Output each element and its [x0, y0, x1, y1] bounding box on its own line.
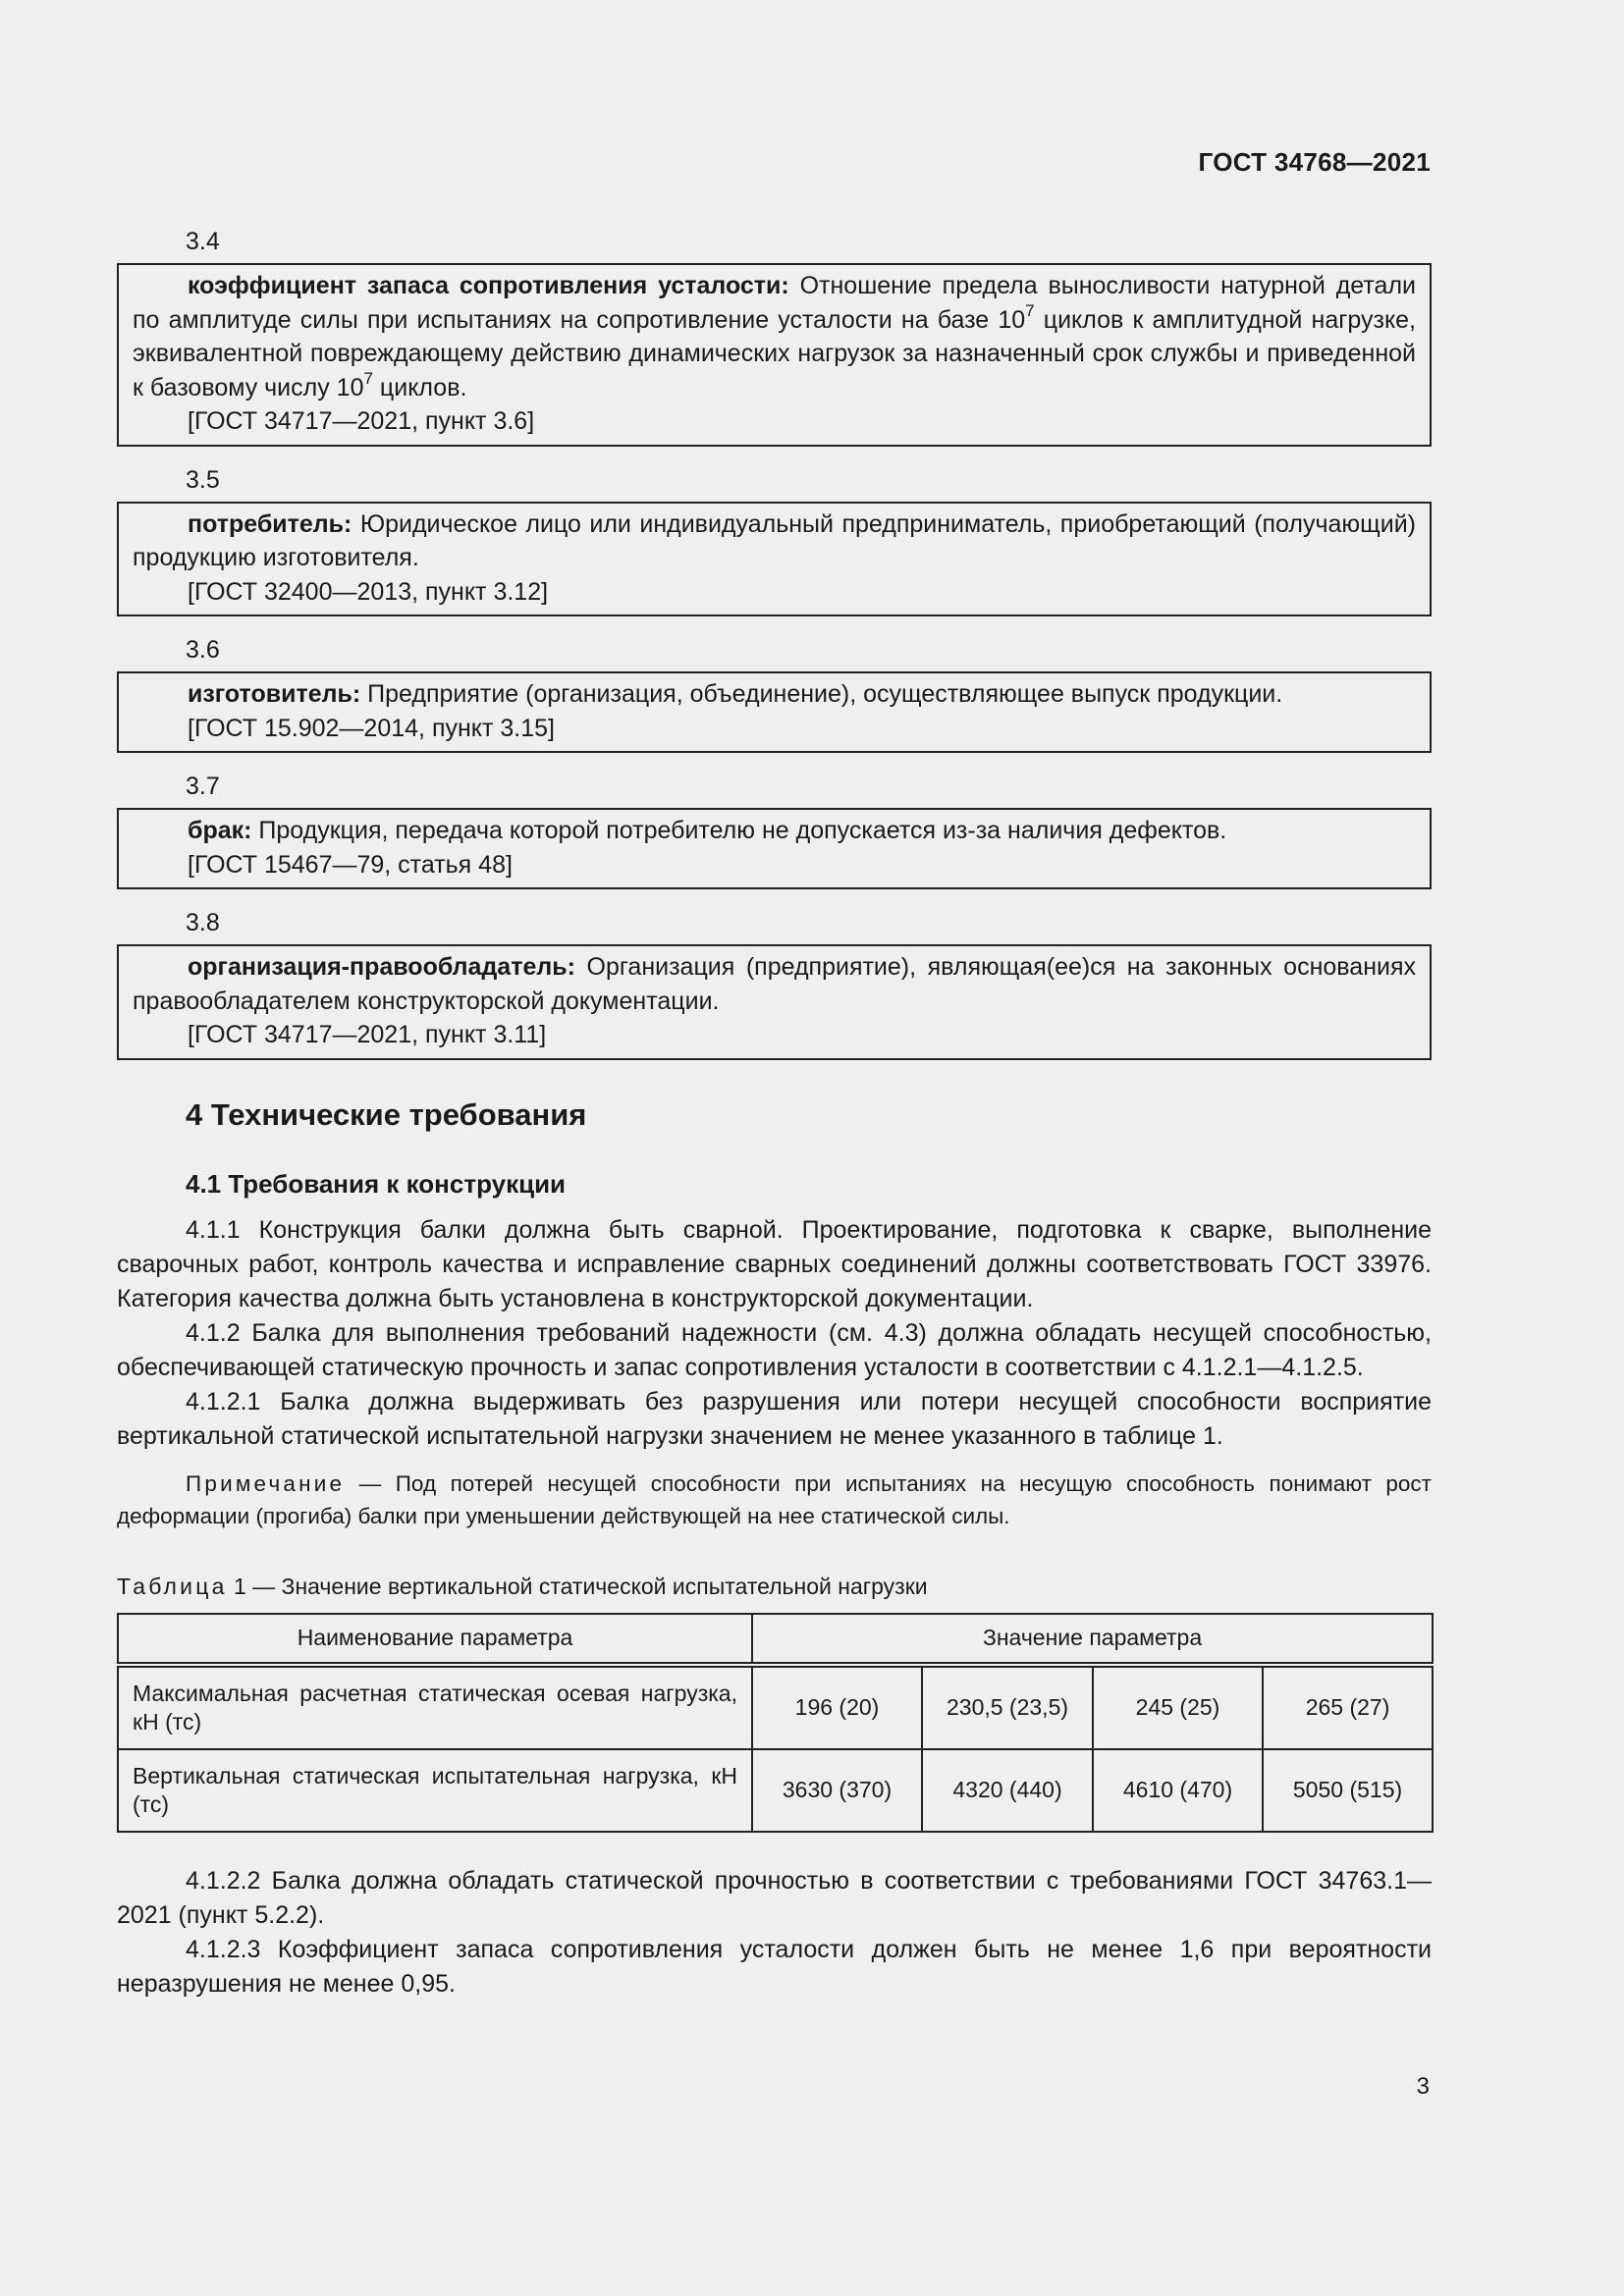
term-text: Предприятие (организация, объединение), осуществляющее выпуск продукции.	[367, 680, 1283, 708]
table-cell-value: 196 (20)	[752, 1665, 922, 1749]
term-definition	[133, 950, 1416, 1018]
table-cell-value: 5050 (515)	[1263, 1749, 1433, 1832]
superscript: 7	[363, 369, 373, 389]
page-number: 3	[1416, 2073, 1430, 2100]
term-number: 3.4	[186, 228, 220, 255]
superscript: 7	[1025, 301, 1035, 321]
term-source: [ГОСТ 15.902—2014, пункт 3.15]	[188, 714, 555, 742]
term-text: Юридическое лицо или индивидуальный предприниматель, приобретающий (получающий) продукцию изготовителя.	[133, 509, 1416, 571]
term-source: [ГОСТ 34717—2021, пункт 3.11]	[188, 1021, 547, 1048]
table-cell-value: 4610 (470)	[1093, 1749, 1263, 1832]
table-caption-text: 1 — Значение вертикальной статической испытательной нагрузки	[227, 1573, 928, 1599]
load-table	[117, 1613, 1434, 1833]
column-header-param: Наименование параметра	[118, 1614, 752, 1665]
subsection-heading: 4.1 Требования к конструкции	[186, 1168, 567, 1199]
term-definition	[133, 814, 1416, 848]
term-name: изготовитель:	[188, 680, 361, 708]
document-code: ГОСТ 34768—2021	[1198, 147, 1431, 177]
table-cell-param: Вертикальная статическая испытательная нагрузка, кН (тс)	[118, 1749, 752, 1832]
table-cell-param: Максимальная расчетная статическая осевая нагрузка, кН (тс)	[118, 1665, 752, 1749]
term-definition	[133, 677, 1416, 712]
term-source: [ГОСТ 34717—2021, пункт 3.6]	[188, 407, 535, 435]
term-number: 3.6	[186, 636, 220, 664]
table-caption-label: Таблица	[117, 1573, 228, 1599]
term-number: 3.8	[186, 909, 220, 936]
table-row	[118, 1665, 1433, 1749]
term-definition-box	[117, 808, 1432, 889]
term-text: циклов.	[379, 373, 467, 401]
term-source: [ГОСТ 32400—2013, пункт 3.12]	[188, 577, 549, 606]
table-cell-value: 4320 (440)	[922, 1749, 1093, 1832]
term-number: 3.7	[186, 773, 220, 800]
term-definition	[133, 269, 1416, 404]
paragraph: 4.1.2 Балка для выполнения требований надежности (см. 4.3) должна обладать несущей способностью, обеспечивающей статическую прочность и запас сопротивления усталости в соответствии с 4.1.2.1—4.1.2.5.	[117, 1318, 1432, 1381]
paragraph: 4.1.2.3 Коэффициент запаса сопротивления усталости должен быть не менее 1,6 при вероятности неразрушения не менее 0,95.	[117, 1935, 1432, 1998]
paragraph: 4.1.2.2 Балка должна обладать статической прочностью в соответствии с требованиями ГОСТ 34763.1—2021 (пункт 5.2.2).	[117, 1866, 1432, 1929]
term-text: Продукция, передача которой потребителю не допускается из-за наличия дефектов.	[258, 817, 1227, 844]
paragraph: 4.1.2.1 Балка должна выдерживать без разрушения или потери несущей способности восприятие вертикальной статической испытательной нагрузки значением не менее указанного в таблице 1.	[117, 1387, 1432, 1450]
term-name: брак:	[188, 817, 252, 844]
term-name: коэффициент запаса сопротивления усталости:	[188, 272, 789, 299]
note	[117, 1468, 1432, 1532]
term-source: [ГОСТ 15467—79, статья 48]	[188, 850, 513, 879]
term-number: 3.5	[186, 465, 220, 494]
term-definition-box	[117, 502, 1432, 617]
section-heading: 4 Технические требования	[186, 1096, 587, 1132]
term-text: Отношение предела выносливости натурной детали по амплитуде силы при испытаниях на сопротивление усталости на базе 10	[133, 272, 1416, 334]
table-cell-value: 230,5 (23,5)	[922, 1665, 1093, 1749]
table-cell-value: 265 (27)	[1263, 1665, 1433, 1749]
term-name: организация-правообладатель:	[188, 953, 575, 981]
page-content	[117, 224, 1432, 2002]
table-cell-value: 3630 (370)	[752, 1749, 922, 1832]
term-text: Организация (предприятие), являющая(ее)ся на законных основаниях правообладателем конструкторской документации.	[133, 953, 1417, 1015]
term-definition-box	[117, 671, 1432, 753]
table-cell-value: 245 (25)	[1093, 1665, 1263, 1749]
term-name: потребитель:	[188, 509, 352, 538]
column-header-value: Значение параметра	[752, 1614, 1433, 1665]
note-label: Примечание	[186, 1470, 346, 1496]
post-table-section	[117, 1864, 1432, 2002]
term-definition-box	[117, 263, 1432, 447]
table-header-row	[118, 1614, 1433, 1665]
term-definition-box	[117, 944, 1432, 1060]
table-row	[118, 1749, 1433, 1832]
paragraph: 4.1.1 Конструкция балки должна быть сварной. Проектирование, подготовка к сварке, выполнение сварочных работ, контроль качества и исправление сварных соединений должны соответствовать ГОСТ 33976. Категория качества должна быть установлена в конструкторской документации.	[117, 1215, 1432, 1312]
note-text: — Под потерей несущей способности при испытаниях на несущую способность понимают рост деформации (прогиба) балки при уменьшении действующей на нее статической силы.	[117, 1470, 1432, 1528]
term-text: циклов к амплитудной нагрузке, эквивалентной повреждающему действию динамических нагрузок за назначенный срок службы и приведенной к базовому числу 10	[133, 305, 1417, 401]
term-definition	[133, 507, 1416, 575]
table-caption	[117, 1572, 1432, 1601]
